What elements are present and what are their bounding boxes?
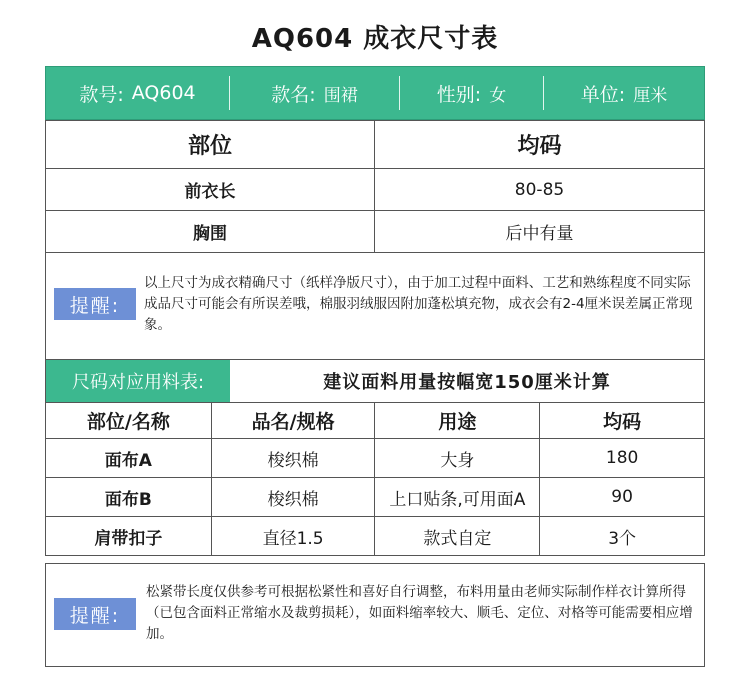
usage-note-text: 松紧带长度仅供参考可根据松紧性和喜好自行调整，布料用量由老师实际制作样衣计算所得（已包含面料正常缩水及裁剪损耗），如面料缩率较大、顺毛、定位、对格等可能需要相应增加。	[146, 584, 693, 642]
material-spec-cell: 梭织棉	[211, 478, 375, 517]
material-purpose-cell: 大身	[375, 439, 540, 478]
material-usage-table	[45, 402, 705, 556]
table-row	[46, 439, 705, 478]
table-row	[46, 211, 705, 253]
reminder-tag: 提醒:	[54, 288, 136, 320]
size-note-text: 以上尺寸为成衣精确尺寸（纸样净版尺寸），由于加工过程中面料、工艺和熟练程度不同实际成品尺寸可能会有所误差哦，棉服羽绒服因附加蓬松填充物，成衣会有2-4厘米误差属正常现象。	[144, 275, 693, 333]
gender-value: 女	[489, 85, 507, 106]
material-spec-cell: 直径1.5	[211, 517, 375, 556]
gender-label: 性别:	[436, 83, 482, 106]
usage-fabric-note: 建议面料用量按幅宽150厘米计算	[323, 372, 611, 393]
reminder-tag: 提醒:	[54, 598, 136, 630]
material-purpose-cell: 上口贴条,可用面A	[375, 478, 540, 517]
column-header-part-name: 部位/名称	[46, 403, 212, 439]
usage-table-tag: 尺码对应用料表:	[46, 360, 230, 402]
column-header-part: 部位	[46, 121, 375, 169]
usage-note-box	[45, 563, 705, 667]
table-row	[46, 478, 705, 517]
unit-label: 单位:	[580, 83, 626, 106]
material-purpose-cell: 款式自定	[375, 517, 540, 556]
table-row	[46, 169, 705, 211]
style-number-cell	[46, 67, 229, 119]
column-header-size: 均码	[375, 121, 705, 169]
gender-cell	[400, 67, 543, 119]
spec-header-bar	[45, 66, 705, 120]
material-amount-cell: 90	[540, 478, 705, 517]
unit-value: 厘米	[633, 85, 668, 106]
size-note-box	[45, 249, 705, 360]
material-spec-cell: 梭织棉	[211, 439, 375, 478]
material-amount-cell: 3个	[540, 517, 705, 556]
part-cell: 前衣长	[46, 169, 375, 211]
material-name-cell: 面布B	[46, 478, 212, 517]
style-name-cell	[230, 67, 399, 119]
usage-header	[45, 360, 705, 402]
column-header-spec: 品名/规格	[211, 403, 375, 439]
material-name-cell: 面布A	[46, 439, 212, 478]
size-value-cell: 后中有量	[375, 211, 705, 253]
table-row	[46, 517, 705, 556]
page-title: AQ604 成衣尺寸表	[251, 24, 499, 54]
style-number-label: 款号:	[79, 83, 124, 106]
size-value-cell: 80-85	[375, 169, 705, 211]
column-header-size: 均码	[540, 403, 705, 439]
size-table	[45, 120, 705, 253]
usage-table-header	[46, 403, 705, 439]
material-amount-cell: 180	[540, 439, 705, 478]
style-name-value: 围裙	[323, 85, 358, 106]
column-header-purpose: 用途	[375, 403, 540, 439]
size-table-header	[46, 121, 705, 169]
style-number-value: AQ604	[131, 82, 196, 104]
material-name-cell: 肩带扣子	[46, 517, 212, 556]
part-cell: 胸围	[46, 211, 375, 253]
style-name-label: 款名:	[271, 83, 316, 106]
unit-cell	[544, 67, 704, 119]
